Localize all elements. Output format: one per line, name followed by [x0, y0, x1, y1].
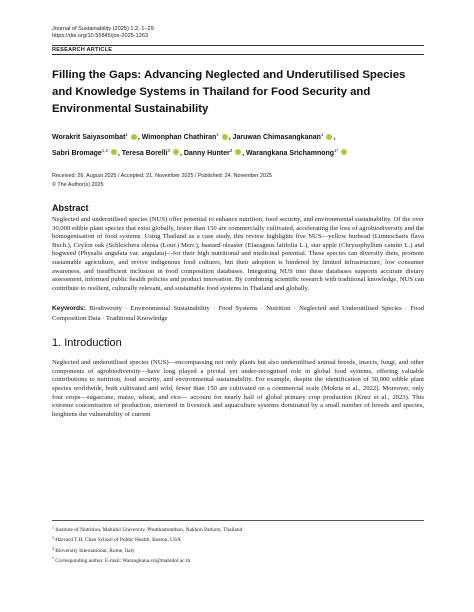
- footnote: $^1$ Institute of Nutrition, Mahidol University, Phutthamonthon, Nakhon Pathom, Thailand: [52, 526, 243, 533]
- abstract-heading: Abstract: [52, 203, 89, 214]
- footnote[interactable]: * Corresponding author, E-mail: Warangkana.sri@mahidol.ac.th: [52, 556, 191, 564]
- keywords: [52, 304, 424, 323]
- orcid-icon[interactable]: [222, 134, 228, 140]
- introduction-text: Neglected and underutilised species (NUS)—encompassing not only plants but also underutilised animal breeds, insects, fungi, and other components of agrobiodiversity—have long played a pivotal yet under-recognised role in global food systems, offering valuable contributions to nutrition, food security, and environmental sustainability. For example, despite the identification of 30,000 edible plant species worldwide, both cultivated and wild, fewer than 150 are cultivated on a commercial scale (Mokria et al., 2022). Moreover, only four crops—sugarcane, maize, wheat, and rice— account for nearly half of global primary crop production (Knez et al., 2023). This extreme concentration of production, mirrored in livestock and aquaculture systems dominated by a small number of breeds and species, heightens the vulnerability of current: [52, 359, 424, 418]
- article-type: RESEARCH ARTICLE: [52, 45, 424, 56]
- author-list: [52, 129, 424, 160]
- author[interactable]: Danny Hunter$^3$ ,: [183, 147, 247, 157]
- orcid-icon[interactable]: [131, 134, 137, 140]
- abstract-text: Neglected and underutilised species (NUS) offer potential to enhance nutrition, food security, and environmental sustainability. Of the over 30,000 edible plant species that exist globally, fewer than 150 are commercially cultivated, accelerating the loss of agrobiodiversity and the homogenisation of food systems. Using Thailand as a case study, this review highlights five NUS—yellow burhead (Limnocharis flava Buch.), Ceylon oak (Schleichera oleosa (Lour.) Merr.), bastard oleaster (Elaeagnus latifolia L.), star apple (Chrysophyllum cainito L.) and hogweed (Physalis angulata var. angulata)—for their high nutritional and medicinal potential. These species can diversify diets, promote sustainable agriculture, and revive indigenous food cultures, but their adoption is hindered by limited infrastructure, low consumer awareness, and insufficient inclusion in food composition databases. Integrating NUS into these databases supports accurate dietary assessment, informed public health policies and product innovation. By combining scientific research with traditional knowledge, NUS can contribute to resilient, culturally relevant, and sustainable food systems in Thailand and globally.: [52, 216, 424, 292]
- publication-dates: [52, 172, 424, 189]
- affiliation-footnotes: [52, 520, 424, 565]
- article-title: Filling the Gaps: Advancing Neglected and Underutilised Species and Knowledge Systems in Thailand for Food Security and Environmental Sustainability: [52, 69, 406, 115]
- footnote: $^3$ Bioversity International, Rome, Italy: [52, 546, 135, 554]
- author[interactable]: Warangkana Srichamnong$^{1*}$: [246, 150, 348, 157]
- section-heading-introduction: 1. Introduction: [52, 337, 122, 350]
- keywords-label: Keywords:: [52, 305, 86, 313]
- orcid-icon[interactable]: [173, 149, 179, 155]
- journal-citation: Journal of Sustainability (2025) 1:2, 1–29: [52, 26, 154, 32]
- date-line: Received: 26. August 2025 / Accepted: 21. November 2025 / Published: 24. November 2025: [52, 173, 272, 180]
- orcid-icon[interactable]: [111, 149, 117, 155]
- orcid-icon[interactable]: [235, 149, 241, 155]
- article-page: [52, 26, 424, 419]
- copyright-line: © The Author(s) 2025: [52, 181, 104, 188]
- author[interactable]: Wimonphan Chathiran$^1$ ,: [141, 132, 233, 142]
- keywords-list: Biodiversity · Environmental Sustainability · Food Systems · Nutrition · Neglected and Underutilised Species · Food Composition Data · Traditional Knowledge: [52, 305, 424, 322]
- author[interactable]: Jaruwan Chimasangkanan$^1$ ,: [232, 132, 336, 142]
- footnote: $^2$ Harvard T.H. Chan School of Public Health, Boston, USA: [52, 536, 181, 544]
- journal-doi-link[interactable]: https://doi.org/10.55845/jos-2025-1263: [52, 33, 149, 40]
- author[interactable]: Worakrit Saiyasombat$^1$ ,: [52, 132, 142, 142]
- journal-header: [52, 26, 424, 41]
- orcid-icon[interactable]: [341, 149, 347, 155]
- author[interactable]: Sabri Bromage$^{1,2}$ ,: [52, 147, 122, 157]
- orcid-icon[interactable]: [326, 134, 332, 140]
- author[interactable]: Teresa Borelli$^3$ ,: [121, 147, 184, 157]
